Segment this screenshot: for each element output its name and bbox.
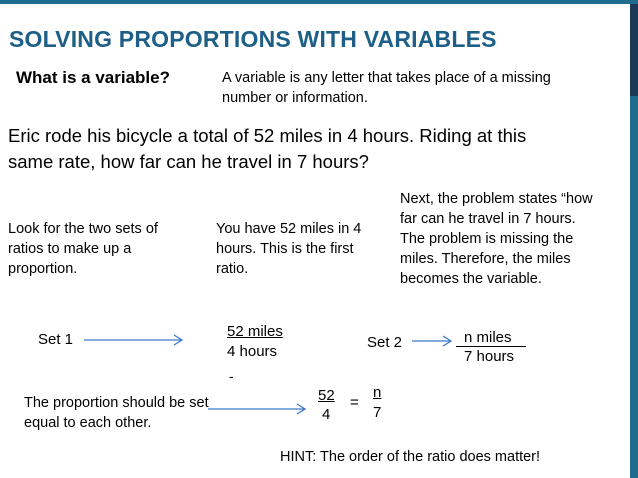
step-1-text: Look for the two sets of ratios to make up a proportion.	[8, 221, 158, 277]
variable-question: What is a variable?	[16, 68, 170, 87]
proportion-left-numerator: 52	[318, 387, 335, 404]
ratio-2-numerator: n miles	[464, 329, 512, 346]
slide-title: SOLVING PROPORTIONS WITH VARIABLES	[9, 26, 497, 52]
set-1-label: Set 1	[38, 331, 74, 348]
hint-text: HINT: The order of the ratio does matter!	[280, 449, 541, 465]
step-3-text: Next, the problem states “how far can he travel in 7 hours. The problem is missing the miles. Therefore, the miles becomes the variable.	[400, 191, 593, 287]
right-accent-bar-dark	[630, 4, 638, 96]
ratio-1-denominator: 4 hours	[227, 343, 278, 360]
word-problem: Eric rode his bicycle a total of 52 miles in 4 hours. Riding at this same rate, how far can he travel in 7 hours?	[8, 125, 527, 172]
proportion-explanation: The proportion should be set equal to each other.	[24, 395, 209, 431]
variable-definition: A variable is any letter that takes place of a missing number or information.	[222, 70, 551, 106]
set-2-arrow-icon	[412, 333, 454, 349]
equals-sign: =	[350, 394, 359, 411]
stray-dash: -	[229, 368, 234, 384]
ratio-2-fraction-bar	[456, 346, 526, 347]
step-2-text: You have 52 miles in 4 hours. This is the first ratio.	[216, 221, 362, 277]
ratio-2-denominator: 7 hours	[464, 348, 515, 365]
proportion-arrow-icon	[208, 401, 308, 417]
proportion-right-numerator: n	[373, 384, 382, 401]
set-2-label: Set 2	[367, 334, 403, 351]
proportion-right-denominator: 7	[373, 404, 382, 421]
top-accent-rule	[0, 0, 638, 4]
proportion-left-denominator: 4	[322, 406, 331, 423]
set-1-arrow-icon	[84, 332, 184, 348]
ratio-1-numerator: 52 miles	[227, 323, 283, 340]
